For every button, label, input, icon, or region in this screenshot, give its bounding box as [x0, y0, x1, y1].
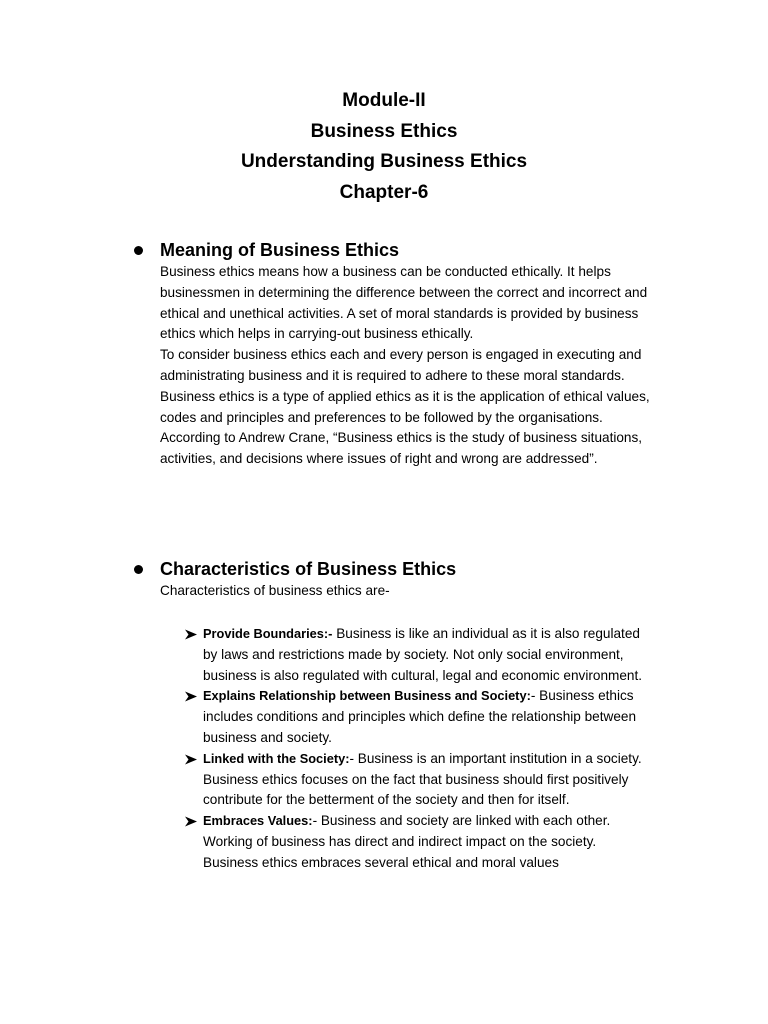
topic-title: Understanding Business Ethics [240, 151, 528, 172]
list-item [184, 624, 644, 686]
item-text: - Business is an important institution in a society. Business ethics focuses on the fact that business should first positively contribute for the betterment of the society and then for itself. [203, 750, 642, 808]
list-item [184, 811, 644, 873]
item-term: Provide Boundaries:- [203, 626, 333, 641]
meaning-section [134, 238, 654, 470]
item-text: - Business ethics includes conditions and principles which define the relationship between business and society. [203, 688, 637, 745]
item-text: - Business and society are linked with each other. Working of business has direct and indirect impact on the society. Business ethics embraces several ethical and moral values [203, 813, 611, 870]
characteristics-intro: Characteristics of business ethics are- [160, 583, 390, 598]
item-term: Linked with the Society: [203, 750, 350, 766]
arrowhead-bullet-icon [184, 816, 198, 827]
list-item [184, 686, 644, 748]
arrowhead-bullet-icon [184, 754, 198, 765]
arrowhead-bullet-icon [184, 691, 198, 702]
meaning-heading-text: Meaning of Business Ethics [160, 240, 400, 260]
item-term: Embraces Values: [203, 813, 313, 829]
chapter-title: Chapter-6 [339, 181, 429, 203]
characteristics-list [184, 624, 644, 874]
arrowhead-bullet-icon [184, 629, 198, 640]
list-item [184, 749, 644, 811]
filled-circle-bullet-icon [134, 565, 143, 574]
characteristics-section [134, 557, 654, 602]
item-term: Explains Relationship between Business and Society: [203, 688, 531, 704]
filled-circle-bullet-icon [134, 246, 143, 255]
meaning-paragraph-1: Business ethics means how a business can be conducted ethically. It helps businessmen in determining the difference between the correct and incorrect and ethical and unethical activities. A set of moral standards is provided by business ethics which helps in carrying-out business ethically. [160, 264, 648, 342]
meaning-paragraph-2: To consider business ethics each and every person is engaged in executing and administrating business and it is required to adhere to these moral standards. Business ethics is a type of applied ethics as it is the application of ethical values, codes and principles and preferences to be followed by the organisations. [160, 347, 650, 425]
meaning-paragraph-3: According to Andrew Crane, “Business ethics is the study of business situations, activities, and decisions where issues of right and wrong are addressed”. [160, 430, 643, 467]
characteristics-heading [134, 557, 654, 581]
title-block [0, 86, 768, 208]
characteristics-heading-text: Characteristics of Business Ethics [160, 559, 457, 579]
item-text: Business is like an individual as it is also regulated by laws and restrictions made by society. Not only social environment, business is also regulated with cultural, legal and economic environment. [203, 626, 643, 683]
subject-title: Business Ethics [310, 120, 458, 142]
module-title: Module-II [342, 90, 426, 111]
meaning-heading [134, 238, 654, 262]
